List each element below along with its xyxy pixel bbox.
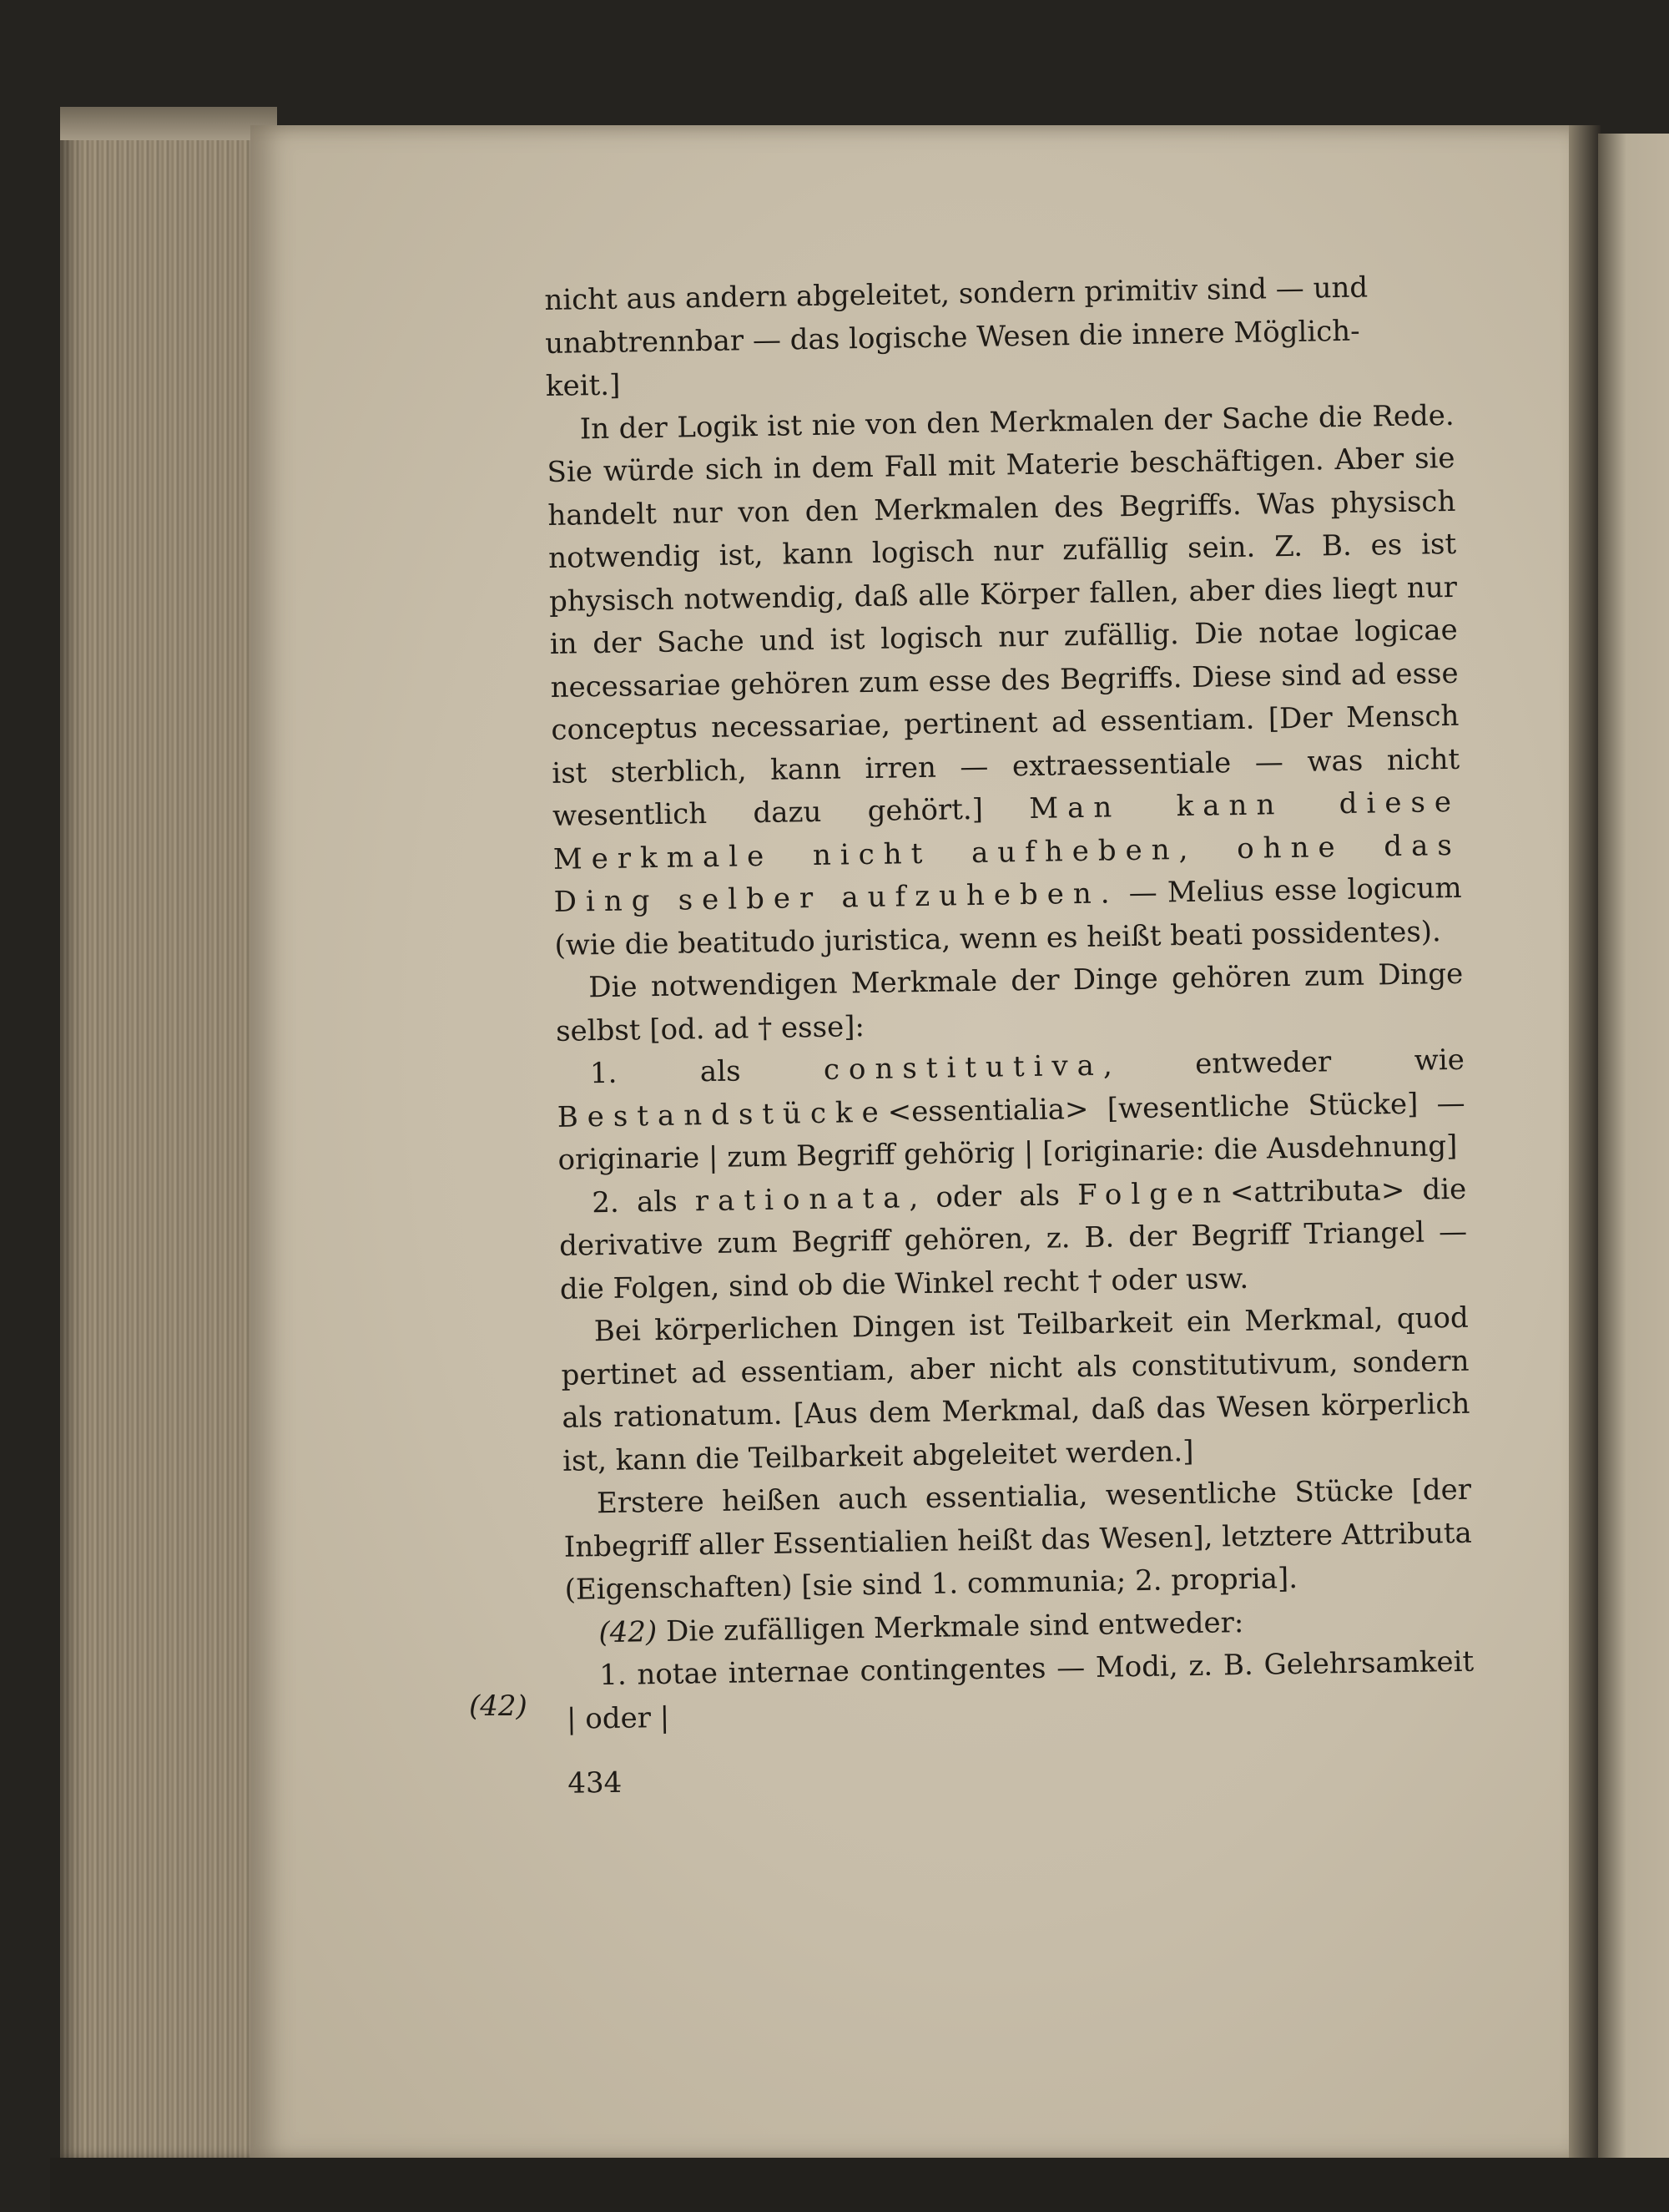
text-line: unabtrennbar — das logische Wesen die innere Möglich- <box>544 314 1360 361</box>
list-item-constitutiva <box>557 1039 1466 1183</box>
list-text: , oder als <box>909 1178 1061 1215</box>
list-item-notae-internae: 1. notae internae contingentes — Modi, z. B. Gelehrsamkeit | oder | <box>566 1644 1475 1736</box>
spaced-emphasis: Man kann diese Merkmale nicht aufheben, ohne das Ding selber aufzuheben. <box>552 785 1462 919</box>
list-item-rationata <box>558 1168 1468 1311</box>
section-number: (42) <box>598 1614 658 1649</box>
page-number: 434 <box>567 1765 623 1800</box>
paragraph-koerperliche-dinge: Bei körperlichen Dingen ist Teilbarkeit ein Merkmal, quod pertinet ad essentiam, aber nicht als constitutivum, sondern als rationatum. [Aus dem Merkmal, daß das Wesen körperlich ist, kann die Teilbarkeit abgeleitet werden.] <box>561 1300 1470 1478</box>
paragraph-logik <box>546 394 1462 967</box>
spaced-emphasis: constitutiva <box>823 1048 1104 1087</box>
paragraph-notwendige-merkmale: Die notwendigen Merkmale der Dinge gehören zum Dinge selbst [od. ad † esse]: <box>555 957 1464 1048</box>
text-line: nicht aus andern abgeleitet, sondern primitiv sind — und <box>544 270 1369 317</box>
list-text: 1. als <box>589 1054 741 1091</box>
margin-section-number: (42) <box>469 1689 527 1723</box>
list-text: , entweder wie <box>1102 1043 1465 1083</box>
facing-page-edge <box>1598 134 1669 2162</box>
book-gutter <box>1569 125 1601 2162</box>
text-line: keit.] <box>545 368 621 403</box>
spaced-emphasis: Folgen <box>1077 1175 1231 1212</box>
paragraph-text: Die zufälligen Merkmale sind entweder: <box>665 1605 1244 1649</box>
paragraph-erstere: Erstere heißen auch essentialia, wesentliche Stücke [der Inbegriff aller Essentialien heißt das Wesen], letztere Attributa (Eigenschaften) [sie sind 1. communia; 2. propria]. <box>563 1472 1473 1607</box>
list-text: 2. als <box>592 1184 678 1220</box>
book-top-edge <box>60 107 277 140</box>
list-text: <essentialia> [wesentliche Stücke] — originarie | zum Begriff gehörig | [originarie: die Ausdehnung] <box>557 1086 1465 1177</box>
book-page-edges <box>60 107 269 2164</box>
page-text <box>544 265 1476 1805</box>
list-text: <attributa> die derivative zum Begriff gehören, z. B. der Begriff Triangel — die Folgen, sind ob die Winkel recht † oder usw. <box>558 1172 1468 1306</box>
scan-background <box>50 2158 1669 2212</box>
paragraph-continuation <box>544 265 1454 409</box>
paragraph-text: In der Logik ist nie von den Merkmalen der Sache die Rede. Sie würde sich in dem Fall mit Materie beschäftigen. Aber sie handelt nur von den Merkmalen des Begriffs. Was physisch notwendig ist, kann logisch nur zufällig sein. Z. B. es ist physisch notwendig, daß alle Körper fallen, aber dies liegt nur in der Sache und ist logisch nur zufällig. Die notae logicae necessariae gehören zum esse des Begriffs. Diese sind ad esse conceptus necessariae, pertinent ad essentiam. [Der Mensch ist sterblich, kann irren — extraessentiale — was nicht wesentlich dazu gehört.] <box>547 398 1460 833</box>
paragraph-text: — Melius esse logicum (wie die beatitudo juristica, wenn es heißt beati possidentes). <box>554 871 1462 962</box>
spaced-emphasis: rationata <box>694 1180 910 1218</box>
spaced-emphasis: Bestandstücke <box>557 1095 888 1134</box>
